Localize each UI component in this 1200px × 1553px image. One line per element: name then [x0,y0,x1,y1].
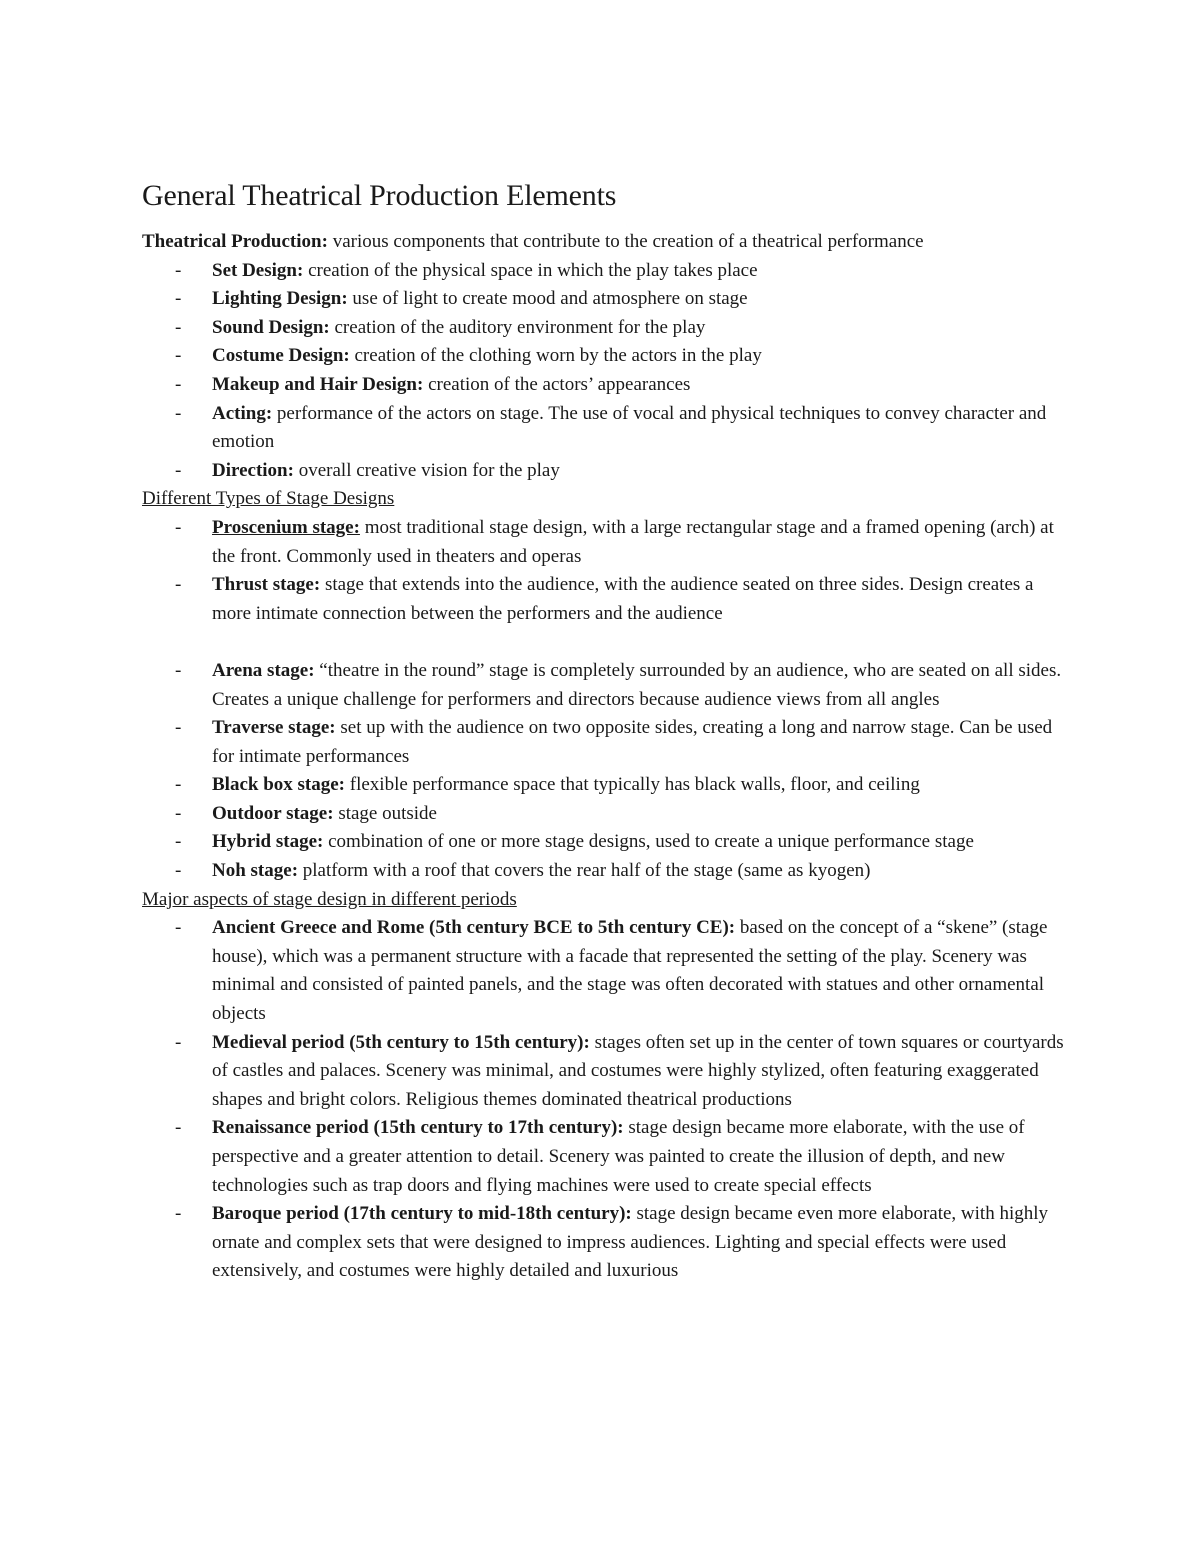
item-term: Noh stage: [212,860,299,882]
stage-types-list-continued [142,657,1072,886]
item-text: stages often set up in the center of town squares or courtyards of castles and palaces. Scenery was minimal, and costumes were highly stylized, often featuring exaggerated shapes and bright colors. Religious themes dominated theatrical productions [212,1031,1064,1110]
stage-types-heading: Different Types of Stage Designs [142,488,395,510]
item-text: creation of the actors’ appearances [423,373,691,395]
document-body [142,228,1072,1286]
list-item [142,1200,1072,1286]
list-item [142,457,1072,486]
list-item [142,342,1072,371]
intro-text: various components that contribute to the creation of a theatrical performance [327,231,924,252]
list-item [142,828,1072,857]
list-item [142,857,1072,886]
item-text: creation of the physical space in which the play takes place [303,259,758,281]
production-elements-list [142,257,1072,486]
item-text: stage outside [333,802,437,824]
list-item [142,714,1072,771]
list-item [142,1114,1072,1200]
intro-term: Theatrical Production: [142,231,328,252]
item-text: stage that extends into the audience, with the audience seated on three sides. Design creates a more intimate connection between the performers and the audience [212,574,1034,624]
item-term: Baroque period (17th century to mid-18th century): [212,1203,632,1225]
item-term: Medieval period (5th century to 15th century): [212,1031,590,1053]
list-item [142,800,1072,829]
item-term: Renaissance period (15th century to 17th century): [212,1117,624,1139]
item-text: stage design became even more elaborate, with highly ornate and complex sets that were designed to impress audiences. Lighting and special effects were used extensively, and costumes were highly detailed and luxurious [212,1203,1048,1282]
item-term: Set Design: [212,259,304,281]
list-item [142,400,1072,457]
item-term: Thrust stage: [212,574,321,596]
item-text: most traditional stage design, with a large rectangular stage and a framed opening (arch) at the front. Commonly used in theaters and operas [212,516,1054,567]
item-term: Sound Design: [212,316,330,338]
list-item [142,371,1072,400]
list-item [142,257,1072,286]
item-text: creation of the auditory environment for the play [329,316,706,338]
item-term: Arena stage: [212,659,315,681]
item-text: combination of one or more stage designs, used to create a unique performance stage [323,831,974,853]
item-text: set up with the audience on two opposite sides, creating a long and narrow stage. Can be used for intimate performances [212,717,1053,767]
item-text: based on the concept of a “skene” (stage house), which was a permanent structure with a facade that represented the setting of the play. Scenery was minimal and consisted of painted panels, and the stage was often decorated with statues and other ornamental objects [212,917,1048,1025]
periods-list [142,914,1072,1286]
item-term: Makeup and Hair Design: [212,373,424,395]
intro-paragraph [142,228,1072,257]
list-item [142,314,1072,343]
item-term: Direction: [212,459,294,481]
item-term: Ancient Greece and Rome (5th century BCE to 5th century CE): [212,917,736,939]
item-term: Black box stage: [212,774,345,796]
list-item [142,657,1072,714]
item-text: “theatre in the round” stage is completely surrounded by an audience, who are seated on all sides. Creates a unique challenge for performers and directors because audience views from all angles [212,659,1062,710]
list-item [142,571,1072,628]
page-title: General Theatrical Production Elements [142,179,617,212]
list-item [142,285,1072,314]
list-item [142,1029,1072,1115]
item-text: flexible performance space that typically has black walls, floor, and ceiling [345,774,920,796]
item-text: use of light to create mood and atmosphere on stage [347,288,748,310]
list-item [142,914,1072,1028]
item-text: platform with a roof that covers the rear half of the stage (same as kyogen) [298,860,871,882]
item-term: Traverse stage: [212,717,336,739]
item-term: Lighting Design: [212,288,348,310]
item-text: creation of the clothing worn by the actors in the play [349,345,762,367]
item-term: Outdoor stage: [212,802,334,824]
stage-types-list [142,514,1072,628]
item-term: Proscenium stage: [212,516,360,538]
blank-line [142,628,1072,657]
list-item [142,771,1072,800]
item-text: stage design became more elaborate, with the use of perspective and a greater attention to detail. Scenery was painted to create the illusion of depth, and new technologies such as trap doors and flying machines were used to create special effects [212,1117,1025,1196]
periods-heading: Major aspects of stage design in different periods [142,888,517,910]
item-term: Hybrid stage: [212,831,324,853]
item-term: Costume Design: [212,345,350,367]
item-text: performance of the actors on stage. The use of vocal and physical techniques to convey character and emotion [212,402,1047,453]
item-text: overall creative vision for the play [293,459,560,481]
item-term: Acting: [212,402,273,424]
list-item [142,514,1072,571]
